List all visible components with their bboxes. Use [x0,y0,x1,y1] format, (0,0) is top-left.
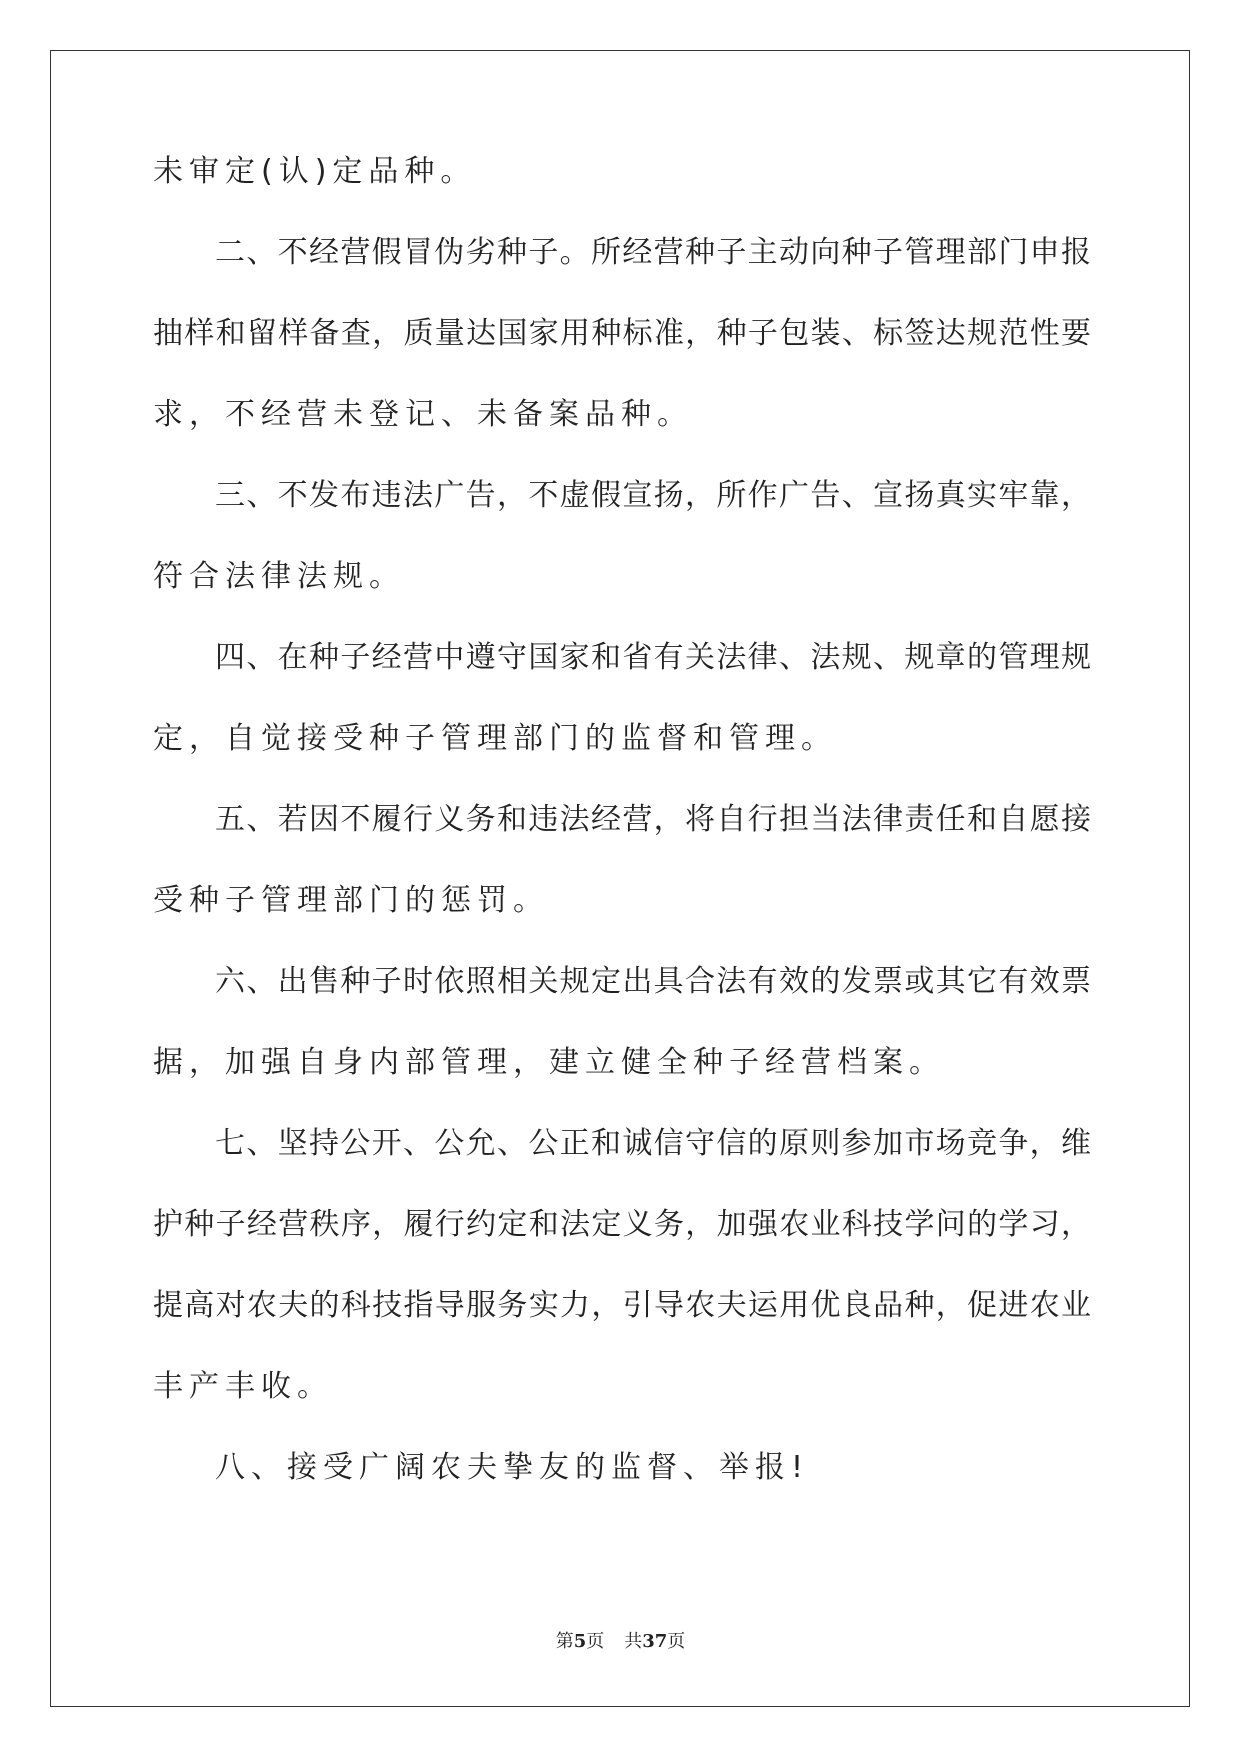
paragraph-line: 四、在种子经营中遵守国家和省有关法律、法规、规章的管理规 [215,640,1091,675]
paragraph-line: 抽样和留样备查，质量达国家用种标准，种子包装、标签达规范性要 [153,316,1091,351]
total-pages: 37 [642,1631,668,1652]
paragraph-line: 护种子经营秩序，履行约定和法定义务，加强农业科技学问的学习， [153,1207,1091,1242]
paragraph-line: 二、不经营假冒伪劣种子。所经营种子主动向种子管理部门申报 [215,235,1091,270]
paragraph-line: 六、出售种子时依照相关规定出具合法有效的发票或其它有效票 [215,964,1091,999]
page-suffix: 页 [586,1631,605,1652]
total-suffix: 页 [667,1631,686,1652]
paragraph-line: 定，自觉接受种子管理部门的监督和管理。 [153,721,837,756]
page-prefix: 第 [555,1631,574,1652]
paragraph-line: 丰产丰收。 [153,1369,333,1404]
paragraph-line: 受种子管理部门的惩罚。 [153,883,549,918]
paragraph-line: 八、接受广阔农夫挚友的监督、举报! [215,1450,810,1485]
paragraph-line: 提高对农夫的科技指导服务实力，引导农夫运用优良品种，促进农业 [153,1288,1091,1323]
paragraph-line: 五、若因不履行义务和违法经营，将自行担当法律责任和自愿接 [215,802,1091,837]
paragraph-line: 求，不经营未登记、未备案品种。 [153,397,693,432]
paragraph-line: 未审定(认)定品种。 [153,154,477,189]
paragraph-line: 符合法律法规。 [153,559,405,594]
paragraph-line: 七、坚持公开、公允、公正和诚信守信的原则参加市场竞争，维 [215,1126,1091,1161]
paragraph-line: 三、不发布违法广告，不虚假宣扬，所作广告、宣扬真实牢靠， [215,478,1091,513]
total-prefix: 共 [624,1631,643,1652]
page-footer [0,1627,1241,1653]
document-body [153,152,1091,1529]
page-number: 5 [573,1631,587,1652]
paragraph-line: 据，加强自身内部管理，建立健全种子经营档案。 [153,1045,945,1080]
